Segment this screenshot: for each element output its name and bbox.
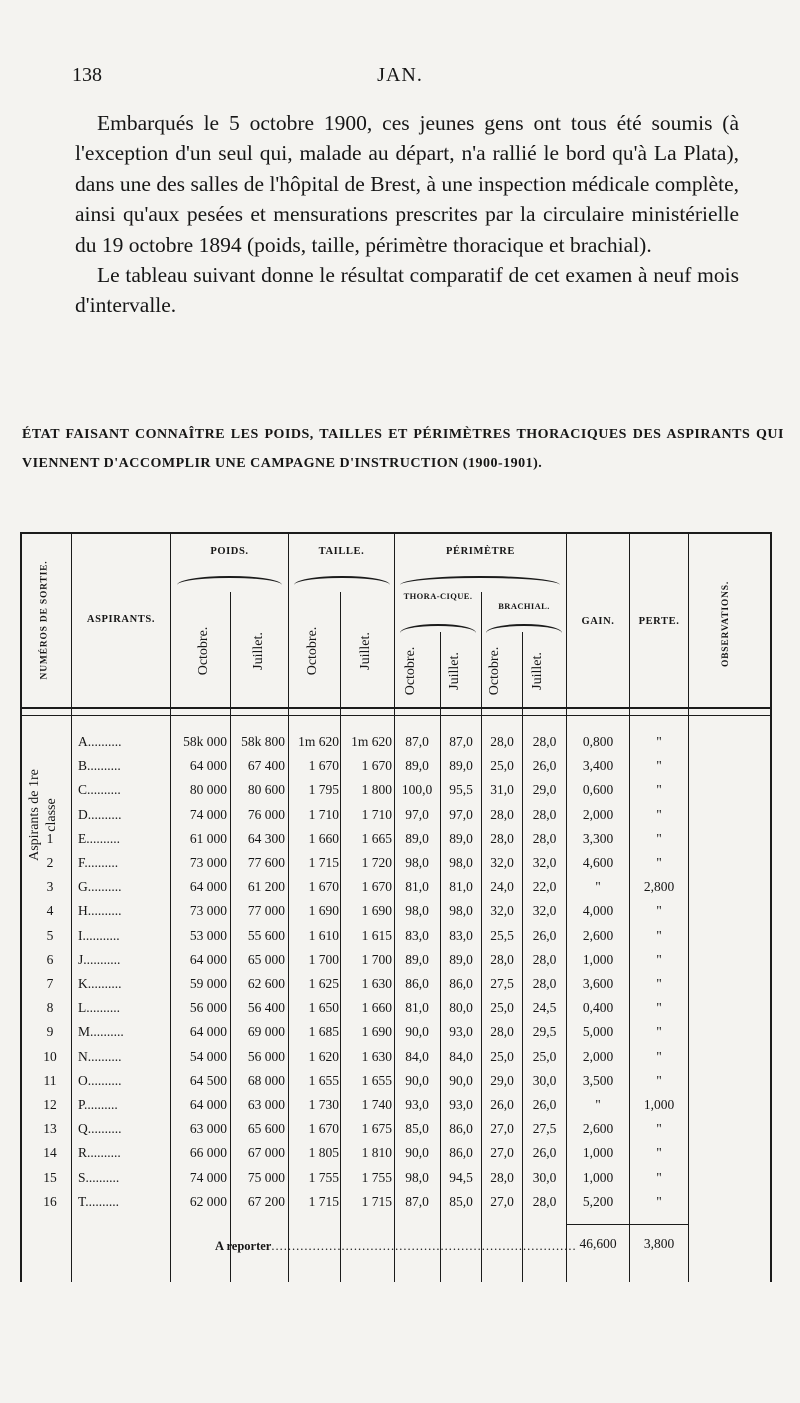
cell-pj: 56 400 — [247, 1000, 285, 1016]
cell-to: 1 805 — [308, 1145, 339, 1161]
cell-tho: 90,0 — [405, 1024, 429, 1040]
cell-no: 6 — [46, 951, 54, 967]
cell-gain: 4,600 — [582, 855, 614, 870]
cell-po: 64 500 — [189, 1072, 227, 1088]
sub-header-juillet: Juillet. — [358, 632, 373, 670]
cell-brj: 30,0 — [532, 1169, 557, 1185]
cell-tj: 1 670 — [361, 758, 392, 774]
col-header-taille: TAILLE. — [318, 546, 365, 557]
brace — [177, 576, 282, 585]
cell-bro: 28,0 — [490, 806, 514, 822]
cell-gain: 2,600 — [582, 1121, 614, 1137]
total-gain: 46,600 — [579, 1236, 617, 1251]
cell-pj: 58k 800 — [241, 734, 285, 749]
cell-gain: 1,000 — [582, 1145, 614, 1161]
cell-no: 14 — [43, 1145, 57, 1161]
brace — [294, 576, 390, 585]
cell-gain: 0,800 — [582, 734, 614, 749]
cell-po: 58k 000 — [183, 734, 227, 749]
cell-po: 59 000 — [189, 976, 227, 991]
sub-header-juillet: Juillet. — [251, 632, 266, 670]
cell-tj: 1 710 — [361, 806, 392, 822]
cell-tj: 1 755 — [361, 1169, 392, 1185]
cell-gain: 1,000 — [582, 951, 614, 967]
sub-header-juillet: Juillet. — [530, 652, 545, 690]
cell-tj: 1m 620 — [351, 734, 392, 749]
cell-brj: 28,0 — [532, 806, 557, 822]
cell-no: 2 — [46, 855, 54, 870]
cell-tho: 98,0 — [405, 855, 429, 870]
cell-perte: " — [656, 855, 662, 870]
cell-name: B.......... — [78, 758, 121, 774]
cell-name: D.......... — [78, 806, 122, 822]
cell-to: 1 670 — [308, 758, 339, 774]
cell-thj: 86,0 — [449, 976, 473, 991]
cell-po: 64 000 — [189, 1097, 227, 1112]
cell-no: 3 — [46, 879, 54, 895]
cell-no: 10 — [43, 1048, 57, 1064]
cell-name: Q.......... — [78, 1121, 122, 1137]
cell-name: M.......... — [78, 1024, 124, 1040]
cell-perte: " — [656, 782, 662, 798]
cell-po: 73 000 — [189, 855, 227, 870]
cell-tho: 89,0 — [405, 830, 429, 846]
cell-bro: 32,0 — [490, 855, 514, 870]
cell-bro: 25,0 — [490, 758, 514, 774]
cell-gain: 5,000 — [582, 1024, 614, 1040]
cell-tj: 1 800 — [361, 782, 392, 798]
cell-po: 62 000 — [189, 1193, 227, 1209]
cell-po: 64 000 — [189, 951, 227, 967]
cell-to: 1 670 — [308, 1121, 339, 1137]
cell-thj: 83,0 — [449, 927, 473, 943]
cell-tho: 84,0 — [405, 1048, 429, 1064]
cell-perte: 2,800 — [643, 879, 675, 895]
cell-thj: 94,5 — [449, 1169, 473, 1185]
cell-tj: 1 690 — [361, 903, 392, 919]
cell-pj: 67 200 — [247, 1193, 285, 1209]
cell-name: C.......... — [78, 782, 121, 798]
cell-pj: 67 000 — [247, 1145, 285, 1161]
cell-name: G.......... — [78, 879, 122, 895]
cell-gain: 3,600 — [582, 976, 614, 991]
cell-brj: 26,0 — [532, 758, 557, 774]
cell-po: 54 000 — [189, 1048, 227, 1064]
col-header-numeros: NUMÉROS DE SORTIE. — [39, 560, 50, 680]
cell-pj: 75 000 — [247, 1169, 285, 1185]
cell-perte: " — [656, 951, 662, 967]
cell-po: 61 000 — [189, 830, 227, 846]
cell-name: O.......... — [78, 1072, 122, 1088]
col-header-poids: POIDS. — [210, 546, 249, 557]
cell-bro: 28,0 — [490, 1169, 514, 1185]
cell-thj: 81,0 — [449, 879, 473, 895]
data-table — [20, 532, 772, 1282]
cell-tho: 87,0 — [405, 734, 429, 749]
cell-perte: " — [656, 903, 662, 919]
cell-to: 1 715 — [308, 1193, 339, 1209]
cell-po: 64 000 — [189, 879, 227, 895]
cell-no: 12 — [43, 1097, 57, 1112]
cell-perte: " — [656, 758, 662, 774]
cell-po: 64 000 — [189, 1024, 227, 1040]
cell-tj: 1 630 — [361, 1048, 392, 1064]
cell-pj: 67 400 — [247, 758, 285, 774]
cell-pj: 65 600 — [247, 1121, 285, 1137]
cell-brj: 26,0 — [532, 927, 557, 943]
cell-no: 15 — [43, 1169, 57, 1185]
cell-name: I........... — [78, 927, 120, 943]
cell-thj: 89,0 — [449, 951, 473, 967]
cell-no: 9 — [46, 1024, 54, 1040]
cell-bro: 31,0 — [490, 782, 514, 798]
cell-to: 1 710 — [308, 806, 339, 822]
cell-perte: " — [656, 1121, 662, 1137]
page-number: 138 — [72, 64, 102, 86]
cell-bro: 26,0 — [490, 1097, 514, 1112]
cell-brj: 28,0 — [532, 951, 557, 967]
cell-no: 13 — [43, 1121, 57, 1137]
cell-tj: 1 630 — [361, 976, 392, 991]
cell-tho: 90,0 — [405, 1072, 429, 1088]
cell-tj: 1 690 — [361, 1024, 392, 1040]
cell-brj: 24,5 — [532, 1000, 557, 1016]
cell-bro: 25,0 — [490, 1048, 514, 1064]
cell-pj: 62 600 — [247, 976, 285, 991]
cell-pj: 68 000 — [247, 1072, 285, 1088]
cell-no — [30, 730, 70, 754]
cell-pj: 77 600 — [247, 855, 285, 870]
cell-po: 80 000 — [189, 782, 227, 798]
cell-thj: 98,0 — [449, 855, 473, 870]
cell-to: 1 755 — [308, 1169, 339, 1185]
cell-thj: 89,0 — [449, 758, 473, 774]
cell-no: 16 — [43, 1193, 57, 1209]
cell-name: N.......... — [78, 1048, 122, 1064]
cell-to: 1 650 — [308, 1000, 339, 1016]
cell-brj: 27,5 — [532, 1121, 557, 1137]
cell-tho: 90,0 — [405, 1145, 429, 1161]
cell-tho: 81,0 — [405, 879, 429, 895]
cell-brj: 29,5 — [532, 1024, 557, 1040]
body-text — [75, 108, 739, 321]
cell-bro: 32,0 — [490, 903, 514, 919]
cell-tho: 87,0 — [405, 1193, 429, 1209]
cell-pj: 56 000 — [247, 1048, 285, 1064]
cell-tj: 1 615 — [361, 927, 392, 943]
sub-header-octobre: Octobre. — [196, 626, 211, 676]
cell-to: 1 620 — [308, 1048, 339, 1064]
cell-tj: 1 720 — [361, 855, 392, 870]
cell-brj: 25,0 — [532, 1048, 557, 1064]
col-header-thoracique: THORA-CIQUE. — [403, 591, 473, 601]
cell-bro: 28,0 — [490, 734, 514, 749]
header-bottom-rule — [20, 707, 772, 709]
cell-bro: 25,5 — [490, 927, 514, 943]
totals-rule — [566, 1224, 688, 1225]
cell-po: 66 000 — [189, 1145, 227, 1161]
cell-no: 5 — [46, 927, 54, 943]
cell-thj: 93,0 — [449, 1097, 473, 1112]
cell-pj: 64 300 — [247, 830, 285, 846]
cell-tho: 98,0 — [405, 903, 429, 919]
cell-tj: 1 670 — [361, 879, 392, 895]
table-top-rule — [20, 532, 772, 534]
cell-thj: 93,0 — [449, 1024, 473, 1040]
cell-pj: 61 200 — [247, 879, 285, 895]
col-header-gain: GAIN. — [581, 616, 615, 627]
cell-perte: " — [656, 976, 662, 991]
cell-perte: " — [656, 1024, 662, 1040]
cell-po: 64 000 — [189, 758, 227, 774]
cell-bro: 27,0 — [490, 1145, 514, 1161]
cell-bro: 28,0 — [490, 830, 514, 846]
cell-bro: 27,0 — [490, 1193, 514, 1209]
cell-bro: 29,0 — [490, 1072, 514, 1088]
cell-perte: " — [656, 927, 662, 943]
cell-tho: 89,0 — [405, 758, 429, 774]
cell-perte: 1,000 — [643, 1097, 675, 1112]
cell-tho: 97,0 — [405, 806, 429, 822]
cell-name: L.......... — [78, 1000, 120, 1016]
cell-name: T.......... — [78, 1193, 119, 1209]
cell-perte: " — [656, 806, 662, 822]
col-header-perte: PERTE. — [638, 616, 680, 627]
cell-pj: 80 600 — [247, 782, 285, 798]
cell-thj: 85,0 — [449, 1193, 473, 1209]
col-header-perimetre: PÉRIMÈTRE — [446, 546, 515, 557]
cell-brj: 26,0 — [532, 1097, 557, 1112]
cell-perte: " — [656, 1145, 662, 1161]
cell-to: 1 670 — [308, 879, 339, 895]
carry-dots: .......................................................................... — [271, 1239, 577, 1253]
cell-no: 8 — [46, 1000, 54, 1016]
sub-header-juillet: Juillet. — [447, 652, 462, 690]
cell-thj: 97,0 — [449, 806, 473, 822]
cell-tho: 86,0 — [405, 976, 429, 991]
cell-gain: 3,400 — [582, 758, 614, 774]
cell-bro: 27,0 — [490, 1121, 514, 1137]
cell-gain: " — [595, 1097, 601, 1112]
cell-brj: 28,0 — [532, 830, 557, 846]
paragraph: Embarqués le 5 octobre 1900, ces jeunes gens ont tous été soumis (à l'exception d'un seul qui, malade au départ, n'a rallié le bord qu'à La Plata), dans une des salles de l'hôpital de Brest, à une inspection médicale complète, ainsi qu'aux pesées et mensurations prescrites par la circulaire ministérielle du 19 octobre 1894 (poids, taille, périmètre thoracique et brachial). — [75, 111, 739, 257]
cell-thj: 95,5 — [449, 782, 473, 798]
cell-po: 56 000 — [189, 1000, 227, 1016]
cell-po: 73 000 — [189, 903, 227, 919]
col-rule — [688, 532, 689, 1282]
cell-brj: 32,0 — [532, 855, 557, 870]
total-perte: 3,800 — [643, 1236, 675, 1251]
cell-no: 7 — [46, 976, 54, 991]
cell-tj: 1 660 — [361, 1000, 392, 1016]
cell-name: R.......... — [78, 1145, 121, 1161]
cell-perte: " — [656, 1193, 662, 1209]
group-label: Aspirants de 1re classe — [27, 769, 59, 861]
cell-tj: 1 810 — [361, 1145, 392, 1161]
col-header-aspirants: ASPIRANTS. — [86, 614, 156, 625]
cell-brj: 32,0 — [532, 903, 557, 919]
cell-thj: 86,0 — [449, 1121, 473, 1137]
cell-pj: 55 600 — [247, 927, 285, 943]
sub-header-octobre: Octobre. — [487, 646, 502, 696]
cell-perte: " — [656, 734, 662, 749]
cell-gain: 3,500 — [582, 1072, 614, 1088]
cell-thj: 86,0 — [449, 1145, 473, 1161]
cell-perte: " — [656, 1048, 662, 1064]
cell-to: 1m 620 — [298, 734, 339, 749]
cell-tho: 89,0 — [405, 951, 429, 967]
col-header-brachial: BRACHIAL. — [498, 601, 550, 611]
cell-no — [30, 778, 70, 802]
cell-gain: 3,300 — [582, 830, 614, 846]
paragraph: Le tableau suivant donne le résultat comparatif de cet examen à neuf mois d'intervalle. — [75, 263, 739, 318]
cell-tho: 81,0 — [405, 1000, 429, 1016]
cell-no: 4 — [46, 903, 54, 919]
cell-po: 53 000 — [189, 927, 227, 943]
cell-pj: 77 000 — [247, 903, 285, 919]
carry-label — [215, 1239, 577, 1254]
sub-header-octobre: Octobre. — [403, 646, 418, 696]
cell-brj: 28,0 — [532, 1193, 557, 1209]
cell-to: 1 700 — [308, 951, 339, 967]
cell-pj: 76 000 — [247, 806, 285, 822]
cell-pj: 65 000 — [247, 951, 285, 967]
cell-no — [30, 803, 70, 827]
cell-gain: " — [595, 879, 601, 895]
cell-name: K.......... — [78, 976, 122, 991]
cell-bro: 27,5 — [490, 976, 514, 991]
sub-header-octobre: Octobre. — [305, 626, 320, 676]
cell-thj: 89,0 — [449, 830, 473, 846]
cell-perte: " — [656, 1072, 662, 1088]
cell-gain: 0,400 — [582, 1000, 614, 1016]
cell-thj: 84,0 — [449, 1048, 473, 1064]
cell-pj: 63 000 — [247, 1097, 285, 1112]
running-head — [72, 64, 728, 94]
cell-tj: 1 665 — [361, 830, 392, 846]
cell-thj: 87,0 — [449, 734, 473, 749]
cell-name: H.......... — [78, 903, 122, 919]
cell-to: 1 715 — [308, 855, 339, 870]
cell-perte: " — [656, 1169, 662, 1185]
cell-perte: " — [656, 1000, 662, 1016]
cell-no — [30, 754, 70, 778]
cell-tho: 83,0 — [405, 927, 429, 943]
cell-gain: 2,000 — [582, 806, 614, 822]
cell-gain: 0,600 — [582, 782, 614, 798]
cell-thj: 80,0 — [449, 1000, 473, 1016]
cell-name: P.......... — [78, 1097, 118, 1112]
cell-thj: 90,0 — [449, 1072, 473, 1088]
col-rule — [71, 532, 72, 1282]
cell-name: F.......... — [78, 855, 119, 870]
cell-no: 1 — [46, 830, 54, 846]
cell-gain: 1,000 — [582, 1169, 614, 1185]
cell-tho: 98,0 — [405, 1169, 429, 1185]
header-bottom-rule-2 — [20, 715, 772, 716]
cell-po: 74 000 — [189, 806, 227, 822]
cell-gain: 5,200 — [582, 1193, 614, 1209]
cell-tj: 1 715 — [361, 1193, 392, 1209]
cell-bro: 28,0 — [490, 951, 514, 967]
cell-brj: 22,0 — [532, 879, 557, 895]
cell-brj: 30,0 — [532, 1072, 557, 1088]
cell-name: J........... — [78, 951, 121, 967]
cell-name: E.......... — [78, 830, 120, 846]
cell-to: 1 795 — [308, 782, 339, 798]
cell-thj: 98,0 — [449, 903, 473, 919]
col-header-observations: OBSERVATIONS. — [721, 581, 731, 668]
cell-to: 1 685 — [308, 1024, 339, 1040]
cell-tho: 93,0 — [405, 1097, 429, 1112]
cell-name: A.......... — [78, 734, 122, 749]
table-left-rule — [20, 532, 22, 1282]
cell-brj: 29,0 — [532, 782, 557, 798]
brace — [400, 576, 560, 585]
cell-pj: 69 000 — [247, 1024, 285, 1040]
cell-gain: 4,000 — [582, 903, 614, 919]
cell-tho: 100,0 — [401, 782, 433, 798]
cell-to: 1 690 — [308, 903, 339, 919]
cell-perte: " — [656, 830, 662, 846]
cell-no: 11 — [43, 1072, 57, 1088]
cell-gain: 2,000 — [582, 1048, 614, 1064]
cell-brj: 28,0 — [532, 976, 557, 991]
cell-to: 1 660 — [308, 830, 339, 846]
cell-po: 74 000 — [189, 1169, 227, 1185]
cell-tj: 1 700 — [361, 951, 392, 967]
table-right-rule — [770, 532, 772, 1282]
cell-tho: 85,0 — [405, 1121, 429, 1137]
cell-name: S.......... — [78, 1169, 120, 1185]
carry-label-text: A reporter — [215, 1239, 272, 1253]
cell-bro: 24,0 — [490, 879, 514, 895]
cell-tj: 1 655 — [361, 1072, 392, 1088]
cell-po: 63 000 — [189, 1121, 227, 1137]
cell-bro: 28,0 — [490, 1024, 514, 1040]
cell-tj: 1 740 — [361, 1097, 392, 1112]
cell-tj: 1 675 — [361, 1121, 392, 1137]
cell-to: 1 610 — [308, 927, 339, 943]
running-title: JAN. — [377, 64, 423, 86]
cell-to: 1 625 — [308, 976, 339, 991]
table-title: ÉTAT FAISANT CONNAÎTRE LES POIDS, TAILLES ET PÉRIMÈTRES THORACIQUES DES ASPIRANTS QUI VIENNENT D'ACCOMPLIR UNE CAMPAGNE D'INSTRUCTION (1900-1901). — [22, 427, 784, 471]
cell-to: 1 655 — [308, 1072, 339, 1088]
cell-brj: 28,0 — [532, 734, 557, 749]
cell-brj: 26,0 — [532, 1145, 557, 1161]
cell-to: 1 730 — [308, 1097, 339, 1112]
cell-gain: 2,600 — [582, 927, 614, 943]
cell-bro: 25,0 — [490, 1000, 514, 1016]
